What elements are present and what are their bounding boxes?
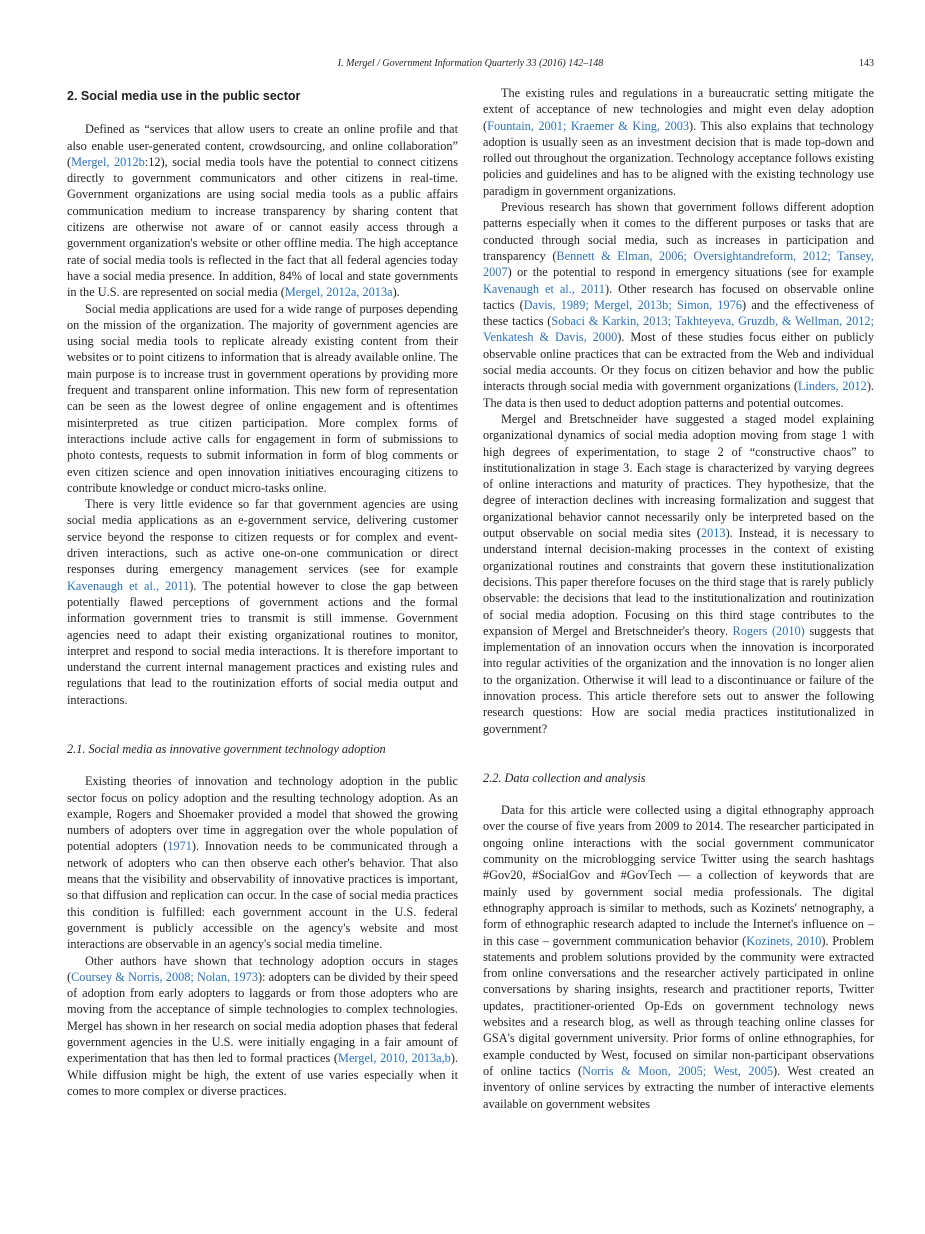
running-title: I. Mergel / Government Information Quarterly 33 (2016) 142–148 (337, 58, 604, 69)
citation-link[interactable]: Davis, 1989; Mergel, 2013b; Simon, 1976 (523, 297, 742, 312)
spacer (67, 757, 458, 773)
spacer (483, 737, 874, 770)
paragraph (67, 496, 458, 708)
citation-link[interactable]: Mergel, 2012a, 2013a (284, 285, 393, 300)
citation-link[interactable]: 1971 (167, 839, 192, 854)
paragraph: Social media applications are used for a wide range of purposes depending on the mission of the organization. The majority of government agencies are using social media tools to replicate already existing content from their websites or to point citizens to information that is already available online. The main purpose is to increase trust in government operations by providing more frequent and transparent online information. This new form of representation can be seen as the lowest degree of online engagement and is oftentimes misinterpreted as true citizen participation. More complex forms of interactions include active calls for engagement in form of submissions to photo contests, requests to submit information in form of blog comments or even citizen science and open innovation initiatives encouraging citizens to contribute knowledge or conduct micro-tasks online. (67, 301, 458, 495)
citation-link[interactable]: Fountain, 2001; Kraemer & King, 2003 (487, 118, 690, 133)
text-run: ). The potential however to close the gap between potentially flawed perceptions of government actions and the formal information government tries to transmit is still immense. Government agencies need to adapt their existing organizational routines to monitor, interpret and respond to social media interactions. It is therefore important to understand the current internal management practices and existing rules and regulations that lead to the routinization efforts of social media output and interactions. (67, 578, 458, 707)
page-number: 143 (859, 58, 874, 69)
text-run: ). The data is then used to deduct adoption patterns and potential outcomes. (483, 379, 874, 410)
spacer (67, 708, 458, 741)
citation-link[interactable]: Linders, 2012 (797, 379, 867, 394)
citation-link[interactable]: Bennett & Elman, 2006; Oversightandreform, 2012; Tansey, 2007 (483, 248, 874, 280)
right-column (483, 85, 874, 1112)
text-run: There is very little evidence so far that government agencies are using social media applications as an e-government service, delivering customer service beyond the response to citizen requests or for complex and event-driven interactions, such as active one-on-one communication or direct responses during emergency management services (see for example (67, 497, 458, 577)
section-title: 2. Social media use in the public sector (67, 89, 301, 103)
paragraph (483, 802, 874, 1112)
text-run: Existing theories of innovation and technology adoption in the public sector focus on policy adoption and the resulting technology adoption. As an example, Rogers and Shoemaker provided a model that showed the growing numbers of adopters over time in aggregation over the whole population of potential adopters ( (67, 774, 458, 854)
paragraph (483, 411, 874, 737)
text-run: ) or the potential to respond in emergency situations (see for example (507, 265, 874, 280)
text-run: ). Instead, it is necessary to understand internal decision-making processes in the context of existing organizational routines and constraints that govern these institutionalization decisions. This paper therefore focuses on the third stage that is rarely publicly observable: the decisions that lead to the institutionalization and routinization of social media adoption. Focusing on this third stage contributes to the expansion of Mergel and Bretschneider's theory. (483, 526, 874, 638)
citation-link[interactable]: Coursey & Norris, 2008; Nolan, 1973 (71, 969, 258, 984)
text-run: The existing rules and regulations in a bureaucratic setting mitigate the extent of acceptance of new technologies and might even delay adoption ( (483, 86, 874, 133)
text-run: Previous research has shown that government follows different adoption patterns especially when it comes to the different purposes or tasks that are conducted through social media, such as increases in participation and transparency ( (483, 200, 874, 263)
text-run: ) and the effectiveness of these tactics ( (483, 297, 875, 329)
text-run: Defined as “services that allow users to create an online profile and that also enable user-generated content, crowdsourcing, and online collaboration” ( (67, 122, 458, 169)
text-run: ). Innovation needs to be communicated through a network of adopters who can then observe each other's behavior. That also means that the visibility and observability of innovative practices is important, so that diffusion and replication can occur. In the case of social media practices this condition is fulfilled: each government account in the U.S. federal government is publicly accessible on the agency's website and most interactions are observable in an agency's social media timeline. (67, 839, 458, 952)
paragraph (483, 199, 874, 411)
text-run: ): adopters can be divided by their speed of adoption from early adopters to laggards or from those adopters who are moving from the acceptance of simple technologies to complex technologies. Mergel has shown in her research on social media adoption phases that federal government agencies in the U.S. were initially engaging in a fair amount of experimentation that has then led to formal practices ( (67, 969, 458, 1066)
subsection-title: 2.2. Data collection and analysis (483, 770, 646, 785)
text-run: :12), social media tools have the potential to connect citizens directly to government communicators and other citizens in real-time. Government organizations are using social media tools as a public affairs communication medium to increase transparency by sharing content that citizens are otherwise not aware of or cannot easily access through a government organization's website or other offline media. The high acceptance rate of social media tools is reflected in the fact that all federal agencies today have a social media presence. In addition, 84% of local and state governments in the U.S. are represented on social media ( (67, 154, 458, 300)
citation-link[interactable]: Sobaci & Karkin, 2013; Takhteyeva, Gruzdb, & Wellman, 2012; Venkatesh & Davis, 2000 (483, 314, 874, 345)
text-run: ). (392, 285, 400, 300)
citation-link[interactable]: Mergel, 2010, 2013a,b (338, 1051, 451, 1066)
paragraph (67, 773, 458, 952)
citation-link[interactable]: 2013 (700, 526, 726, 541)
text-run: suggests that implementation of an innovation occurs when the innovation is incorporated into regular activities of the organization and the innovation is no longer alien to the organization. Otherwise it will lead to a discontinuance or failure of the innovation process. This article therefore sets out to answer the following research questions: How are social media practices institutionalized in government? (483, 623, 875, 736)
text-run: Mergel and Bretschneider have suggested a staged model explaining organizational dynamics of social media adoption moving from stage 1 with high degrees of experimentation, to stage 2 of “constructive chaos” to institutionalization in stage 3. Each stage is characterized by varying degrees of online interactions and maturity of practices. They hypothesize, that the degree of interaction declines with increasing formalization and suggest that organizational behavior cannot necessarily only be interpreted based on the output observable on social media sites ( (483, 411, 874, 541)
left-column (67, 85, 458, 1099)
text-run: Data for this article were collected using a digital ethnography approach over the course of five years from 2009 to 2014. The researcher participated in ongoing online interactions with the social government communicator community on the microblogging service Twitter using the search hashtags #Gov20, #SocialGov and #GovTech — a collection of keywords that are mainly used by government social media professionals. The digital ethnography approach is similar to methods, such as Kozinets' netnography, a form of ethnographic research adapted to include the Internet's influence on – in this case – government communication behavior ( (483, 803, 874, 948)
paragraph (483, 85, 874, 199)
text-run: ). West created an inventory of online services by extracting the number of interactive elements available on government websites (483, 1063, 874, 1111)
citation-link[interactable]: Kavenaugh et al., 2011 (67, 578, 190, 593)
paragraph (67, 121, 458, 300)
citation-link[interactable]: Kozinets, 2010 (746, 933, 822, 948)
text-run: ). Problem statements and problem solutions provided by the community were extracted from online conversations and the researcher actively participated in online conversations by sharing insights, research and practitioner reports, Twitter updates, practitioner-oriented Op-Eds on government technology news websites and a research blog, as well as through teaching online classes for GSA's digital government university. Prior forms of online ethnographies, for example conducted by West, focused on similar non-participant observations of online tactics ( (483, 933, 874, 1078)
citation-link[interactable]: Mergel, 2012b (71, 154, 145, 169)
citation-link[interactable]: Norris & Moon, 2005; West, 2005 (582, 1063, 774, 1078)
text-run: ). This also explains that technology adoption is usually seen as an investment decision that is made top-down and rolled out throughout the organization. Technology acceptance follows existing policies and guidelines and has to be aligned with the existing technology use paradigm in government organizations. (483, 118, 875, 198)
citation-link[interactable]: Rogers (2010) (732, 623, 805, 638)
citation-link[interactable]: Kavenaugh et al., 2011 (483, 281, 606, 296)
text-run: ). Most of these studies focus either on publicly observable online practices that can be extracted from the Web and individual social media accounts. Or they focus on citizen behavior and how the public interacts through social media with government organizations ( (483, 330, 874, 394)
paragraph (67, 953, 458, 1100)
spacer (483, 786, 874, 802)
text-run: ). Other research has focused on observable online tactics ( (483, 281, 874, 312)
subsection-title: 2.1. Social media as innovative government technology adoption (67, 741, 386, 756)
text-run: ). While diffusion might be high, the extent of use varies especially when it comes to more complex or diverse practices. (67, 1051, 458, 1098)
text-run: Other authors have shown that technology adoption occurs in stages ( (67, 953, 458, 984)
